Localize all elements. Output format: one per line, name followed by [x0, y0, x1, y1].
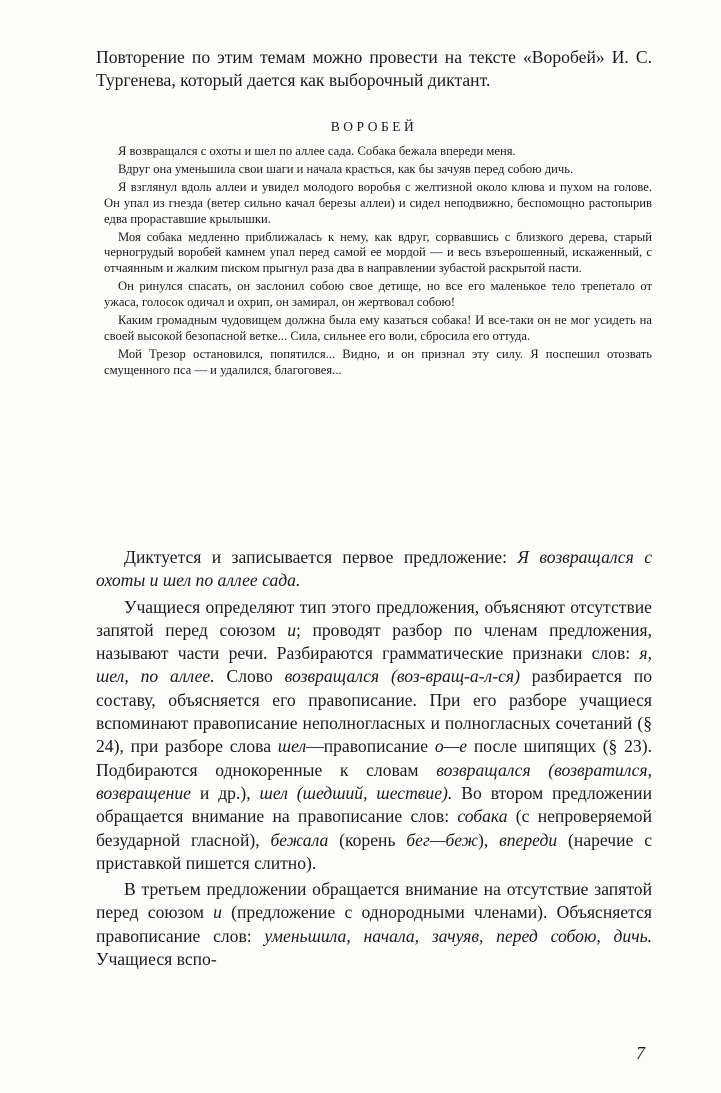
text-run: (с непроверяемой безударной гласной), — [96, 806, 652, 850]
text-run: ), — [478, 829, 500, 850]
example-word: собака — [457, 806, 508, 827]
text-run: после шипящих (§ 23). Подбираются однокоренные к словам — [96, 736, 652, 780]
dictation-paragraph: Я взглянул вдоль аллеи и увидел молодого воробья с желтизной около клюва и пухом на голове. Он упал из гнезда (ветер сильно качал березы аллеи) и сидел неподвижно, беспомощно растопырив едва прораставшие крылышки. — [104, 179, 652, 226]
intro-text: Повторение по этим темам можно провести на тексте «Воробей» И. С. Тургенева, который дается как выборочный диктант. — [96, 47, 652, 91]
dictation-paragraph: Вдруг она уменьшила свои шаги и начала красться, как бы зачуяв перед собою дичь. — [118, 161, 574, 176]
dictation-paragraph: Моя собака медленно приближалась к нему, как вдруг, сорвавшись с близкого дерева, старый черногрудый воробей камнем упал перед самой ее мордой — и весь взъерошенный, искаженный, с отчаянным и жалким писком прыгнул раза два в направлении зубастой раскрытой пасти. — [104, 229, 652, 276]
text-run: (корень — [328, 829, 407, 850]
text-run: (наречие с приставкой пишется слитно). — [96, 829, 653, 873]
dictation-paragraph: Я возвращался с охоты и шел по аллее сада. Собака бежала впереди меня. — [118, 144, 516, 158]
dictation-title: ВОРОБЕЙ — [330, 119, 418, 134]
dictation-text — [104, 144, 652, 381]
commentary — [96, 546, 652, 974]
example-word: шел (шедший, шествие). — [259, 782, 453, 803]
example-word: впереди — [499, 829, 558, 850]
example-word: возвращался (воз-вращ-а-л-ся) — [284, 666, 520, 687]
dictation-paragraph: Мой Трезор остановился, попятился... Видно, и он признал эту силу. Я поспешил отозвать смущенного пса — и удалился, благоговея... — [104, 346, 652, 377]
example-word: я, шел, по аллее. — [96, 643, 652, 687]
page-number: 7 — [636, 1043, 645, 1063]
dictation-paragraph: Каким громадным чудовищем должна была ему казаться собака! И все-таки он не мог усидеть на своей высокой безопасной ветке... Сила, сильнее его воли, сбросила его оттуда. — [104, 313, 652, 343]
text-run: Слово — [214, 666, 285, 687]
text-run: и др.), — [190, 782, 260, 803]
text-run: ; проводят разбор по членам предложения, называют части речи. Разбираются грамматические признаки слов: — [96, 619, 653, 664]
commentary-paragraph-3 — [96, 878, 652, 971]
text-run: —правописание — [306, 736, 435, 757]
example-word: бег—беж — [406, 829, 479, 850]
example-word: шел — [277, 736, 307, 757]
example-word: и — [287, 619, 296, 640]
example-word: возвращался (возвратился, возвращение — [96, 759, 652, 803]
text-run: В третьем предложении обращается внимание на отсутствие запятой перед союзом — [96, 879, 652, 923]
commentary-paragraph-1 — [96, 546, 652, 593]
text-run: Учащиеся вспо- — [96, 949, 217, 970]
text-run: Во втором предложении обращается внимание на правописание слов: — [96, 782, 652, 827]
intro-paragraph — [96, 46, 652, 93]
text-run: Диктуется и записывается первое предложение: — [124, 547, 518, 567]
example-word: уменьшила, начала, зачуяв, перед собою, дичь. — [264, 925, 652, 946]
example-word: и — [213, 902, 222, 923]
text-run: (предложение с однородными членами). Объясняется правописание слов: — [96, 902, 652, 946]
commentary-paragraph-2 — [96, 596, 652, 876]
text-run: разбирается по составу, объясняется его правописание. При его разборе учащиеся вспоминают правописание неполногласных и полногласных сочетаний (§ 24), при разборе слова — [96, 666, 653, 757]
dictation-paragraph: Он ринулся спасать, он заслонил собою свое детище, но все его маленькое тело трепетало от ужаса, голосок одичал и охрип, он замирал, он жертвовал собою! — [104, 279, 652, 310]
example-sentence: Я возвращался с охоты и шел по аллее сада. — [96, 547, 652, 591]
example-word: бежала — [270, 829, 329, 850]
example-word: о—е — [434, 736, 468, 757]
text-run: Учащиеся определяют тип этого предложения, объясняют отсутствие запятой перед союзом — [96, 596, 652, 640]
